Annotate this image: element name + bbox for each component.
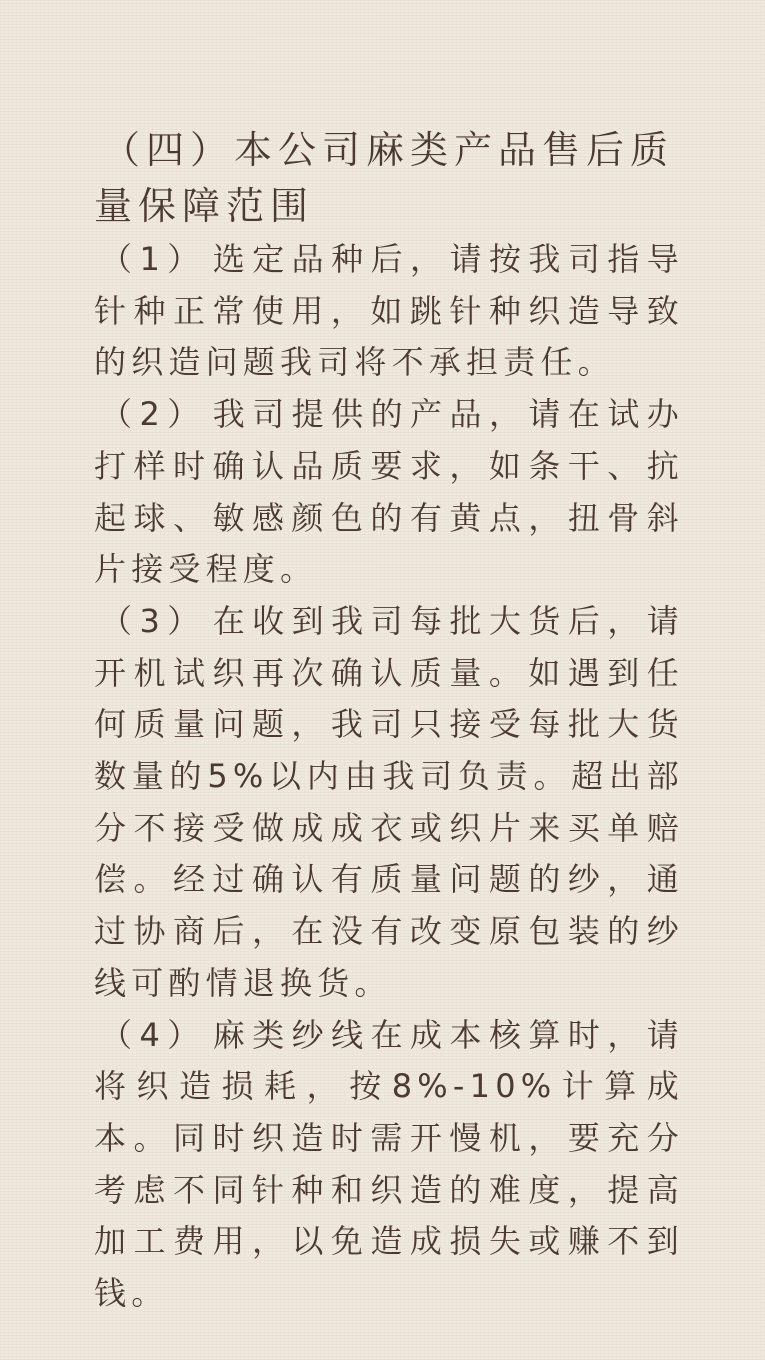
clause-text: 麻类纱线在成本核算时，请将织造损耗，按8%-10%计算成本。同时织造时需开慢机，要充分考虑不同针种和织造的难度，提高加工费用，以免造成损失或赚不到钱。	[94, 1015, 684, 1313]
clause-text: 在收到我司每批大货后，请开机试织再次确认质量。如遇到任何质量问题，我司只接受每批大货数量的5%以内由我司负责。超出部分不接受做成成衣或织片来买单赔偿。经过确认有质量问题的纱，通过协商后，在没有改变原包装的纱线可酌情退换货。	[94, 601, 684, 1002]
clause-4	[94, 1010, 684, 1320]
clause-2	[94, 389, 684, 596]
clause-text: 我司提供的产品，请在试办打样时确认品质要求，如条干、抗起球、敏感颜色的有黄点，扭骨斜片接受程度。	[94, 395, 684, 589]
clause-3	[94, 596, 684, 1010]
clause-number: （3）	[100, 601, 207, 640]
clause-number: （2）	[100, 395, 207, 434]
clause-number: （1）	[100, 240, 207, 278]
clause-number: （4）	[100, 1015, 207, 1054]
clause-text: 选定品种后，请按我司指导针种正常使用，如跳针种织造导致的织造问题我司将不承担责任。	[94, 240, 684, 382]
section-heading: （四）本公司麻类产品售后质量保障范围	[94, 128, 675, 228]
document-body	[94, 122, 684, 1320]
clause-1	[94, 234, 684, 389]
